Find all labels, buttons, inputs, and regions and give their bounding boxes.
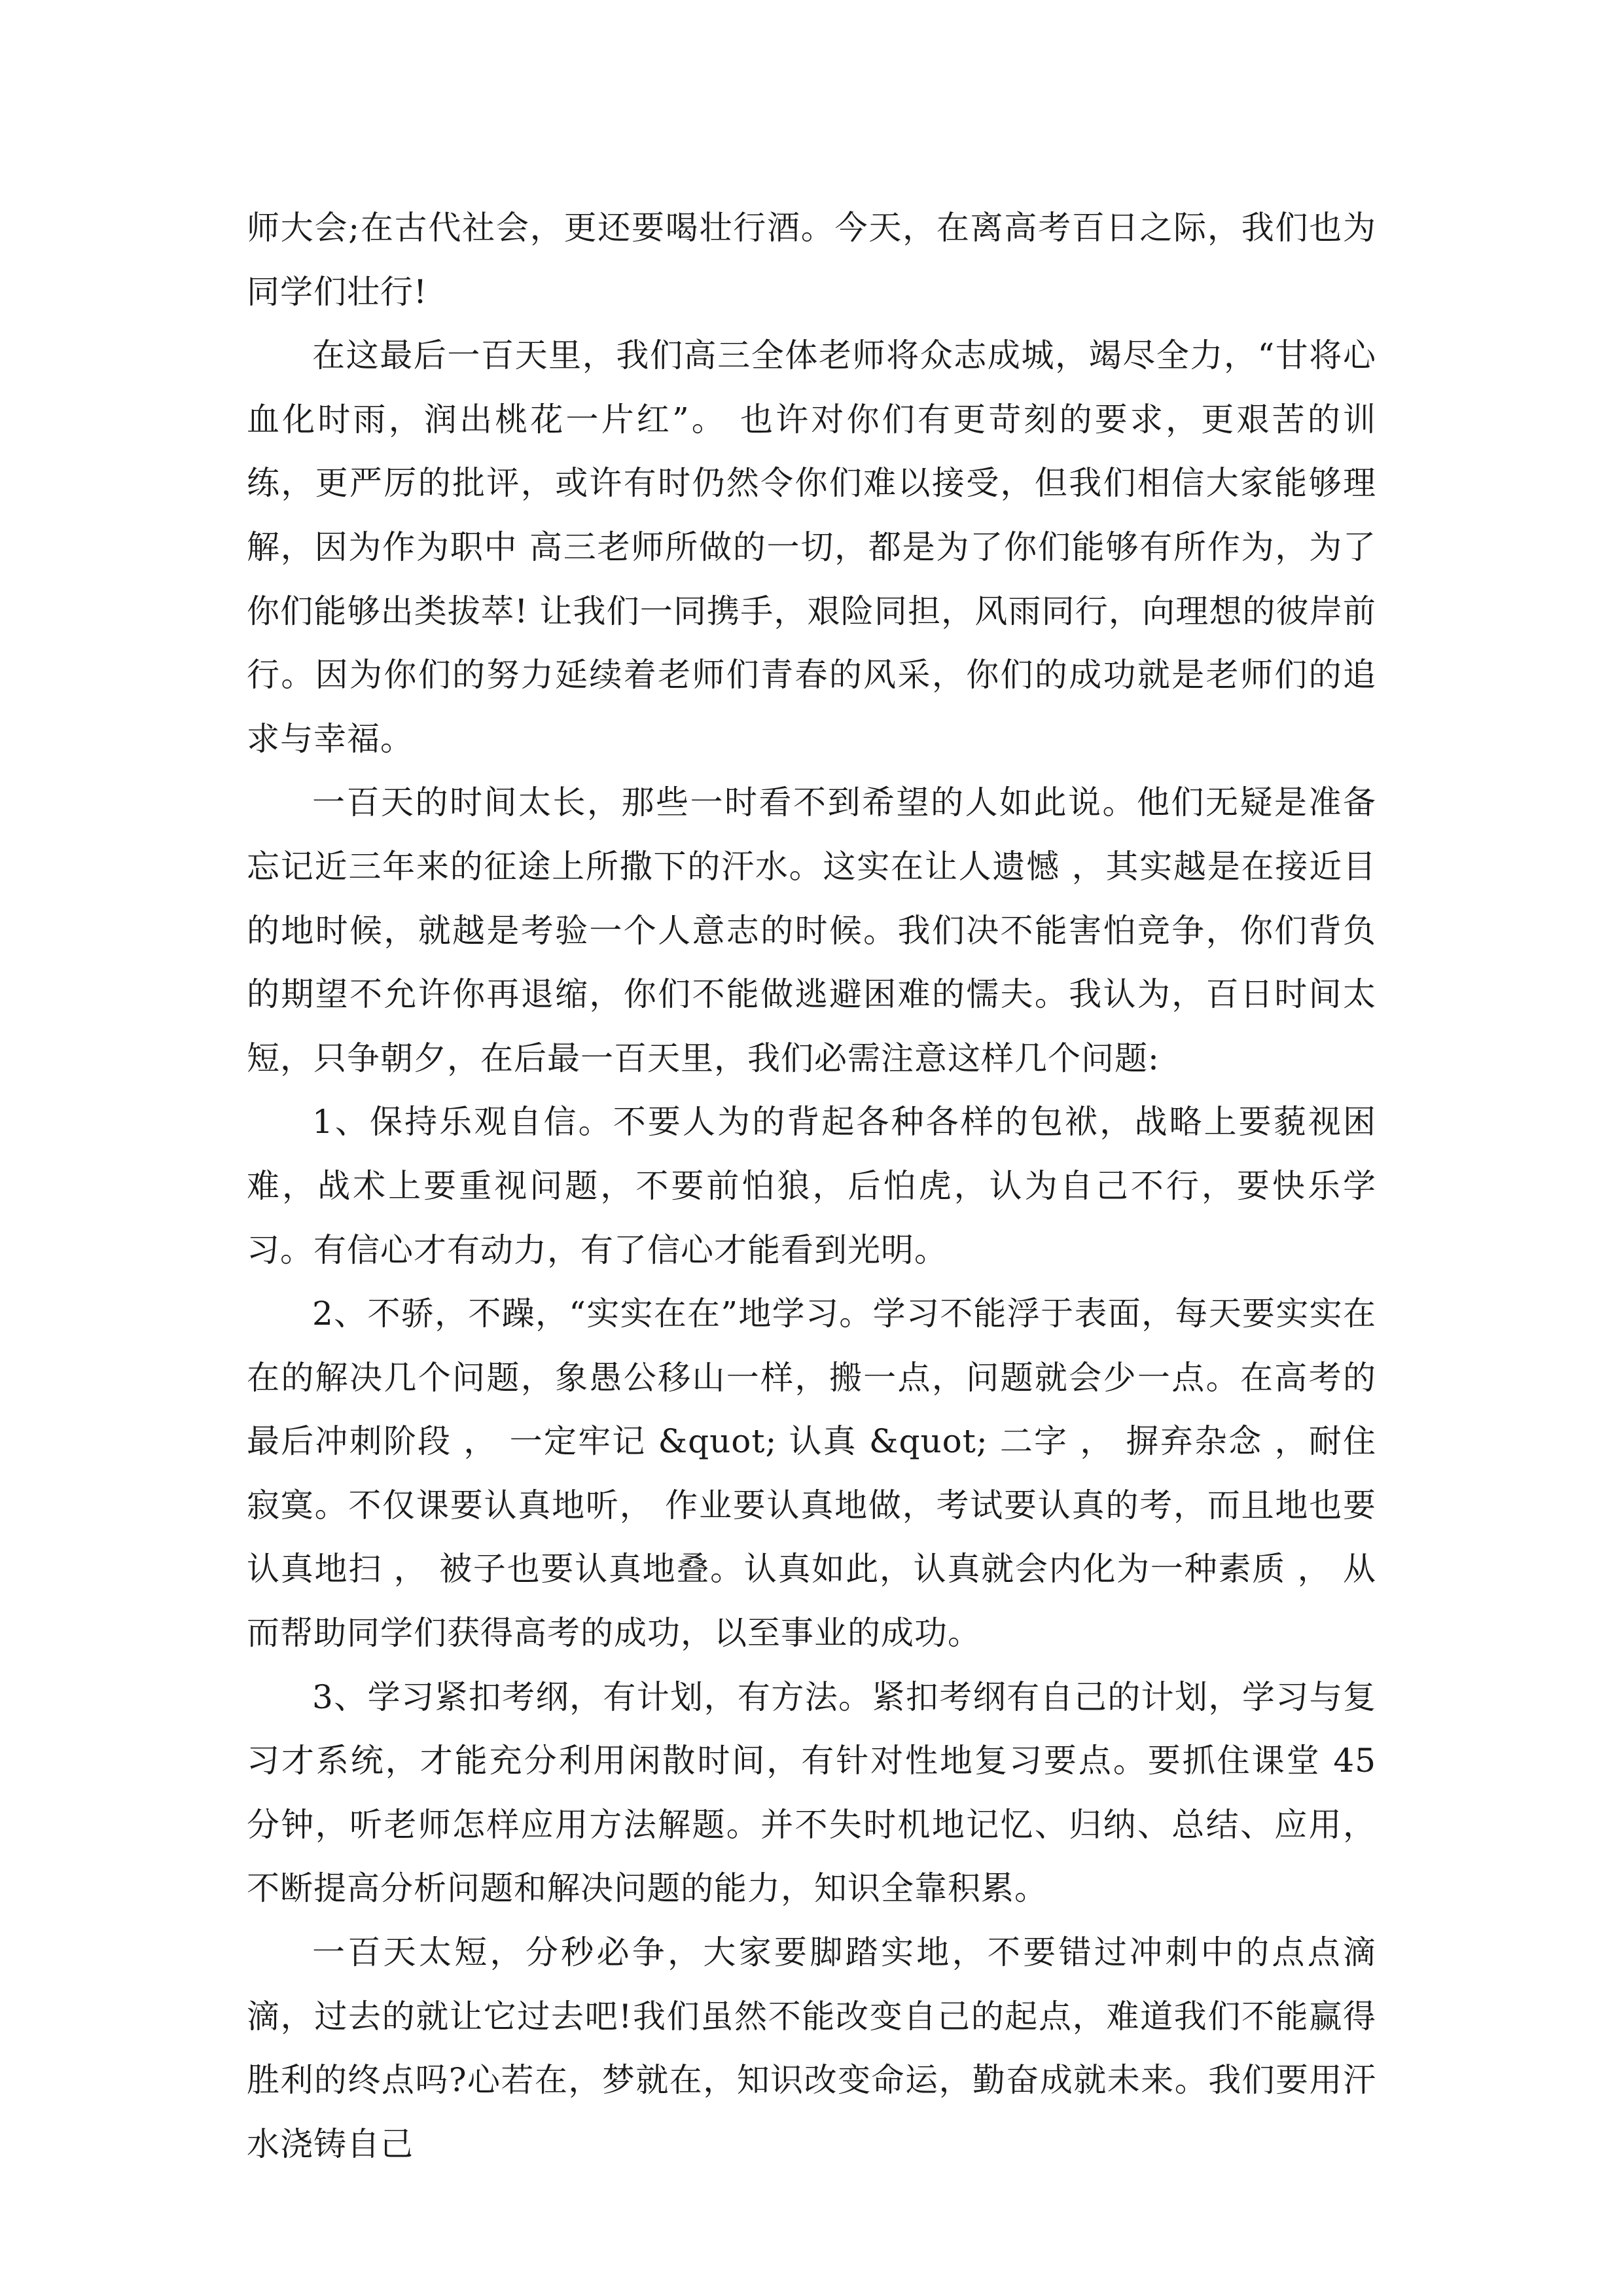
paragraph-2: 在这最后一百天里，我们高三全体老师将众志成城，竭尽全力，“甘将心血化时雨，润出桃花一片红”。 也许对你们有更苛刻的要求，更艰苦的训练，更严厉的批评，或许有时仍然令你们难以接受，但我们相信大家能够理解，因为作为职中 高三老师所做的一切，都是为了你们能够有所作为，为了你们能够出类拔萃! 让我们一同携手，艰险同担，风雨同行，向理想的彼岸前行。因为你们的努力延续着老师们青春的风采，你们的成功就是老师们的追求与幸福。 <box>247 336 1376 758</box>
document-body <box>247 196 1376 2176</box>
paragraph-6: 3、学习紧扣考纲，有计划，有方法。紧扣考纲有自己的计划，学习与复习才系统，才能充分利用闲散时间，有针对性地复习要点。要抓住课堂 45 分钟，听老师怎样应用方法解题。并不失时机地记忆、归纳、总结、应用，不断提高分析问题和解决问题的能力，知识全靠积累。 <box>247 1677 1376 1908</box>
paragraph-5: 2、不骄，不躁，“实实在在”地学习。学习不能浮于表面，每天要实实在在的解决几个问题，象愚公移山一样，搬一点，问题就会少一点。在高考的最后冲刺阶段 ， 一定牢记 &quot; 认真 &quot; 二字 ， 摒弃杂念 ，耐住寂寞。不仅课要认真地听， 作业要认真地做，考试要认真的考，而且地也要认真地扫 ， 被子也要认真地叠。认真如此，认真就会内化为一种素质 ， 从而帮助同学们获得高考的成功，以至事业的成功。 <box>247 1295 1376 1653</box>
paragraph-3: 一百天的时间太长，那些一时看不到希望的人如此说。他们无疑是准备忘记近三年来的征途上所撒下的汗水。这实在让人遗憾 ，其实越是在接近目的地时候，就越是考验一个人意志的时候。我们决不能害怕竞争，你们背负的期望不允许你再退缩，你们不能做逃避困难的懦夫。我认为，百日时间太短，只争朝夕，在后最一百天里，我们必需注意这样几个问题: <box>247 783 1376 1077</box>
paragraph-1: 师大会;在古代社会，更还要喝壮行酒。今天，在离高考百日之际，我们也为同学们壮行! <box>247 209 1376 311</box>
paragraph-7: 一百天太短，分秒必争，大家要脚踏实地，不要错过冲刺中的点点滴滴，过去的就让它过去吧!我们虽然不能改变自己的起点，难道我们不能赢得胜利的终点吗?心若在，梦就在，知识改变命运，勤奋成就未来。我们要用汗水浇铸自己 <box>247 1933 1376 2163</box>
paragraph-4: 1、保持乐观自信。不要人为的背起各种各样的包袱，战略上要藐视困难，战术上要重视问题，不要前怕狼，后怕虎，认为自己不行，要快乐学习。有信心才有动力，有了信心才能看到光明。 <box>247 1103 1376 1269</box>
